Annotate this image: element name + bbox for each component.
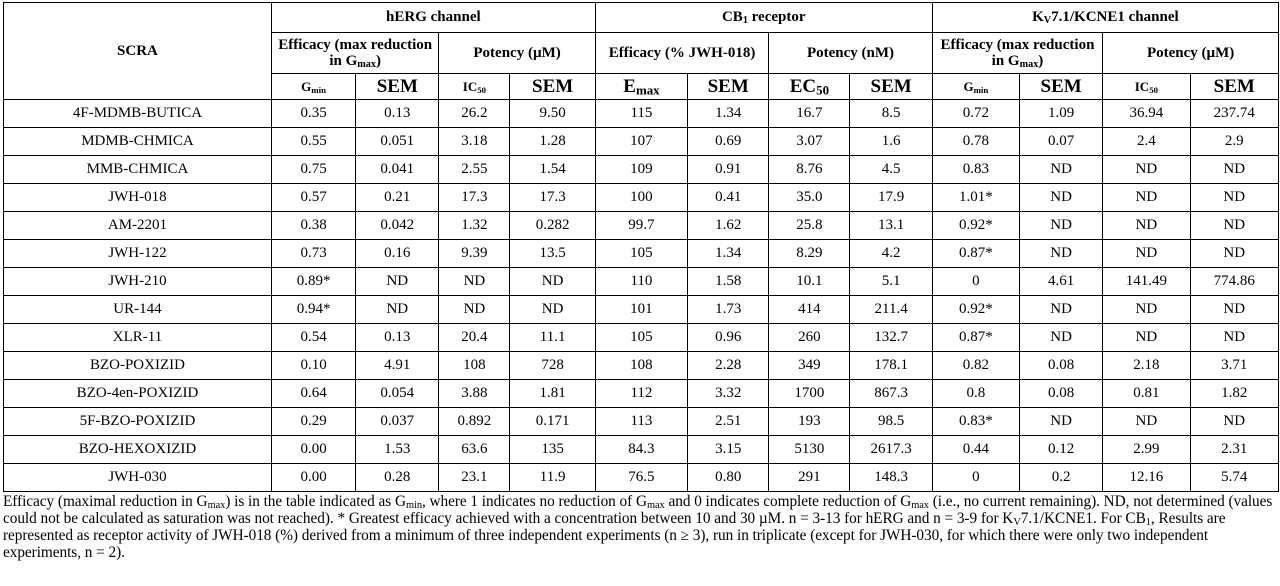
- value-cell: 0.92*: [932, 296, 1019, 324]
- value-cell: 16.7: [769, 100, 850, 128]
- value-cell: 0.28: [356, 464, 439, 492]
- value-cell: 101: [595, 296, 687, 324]
- footnote-segment: Efficacy (maximal reduction in G: [3, 493, 208, 510]
- group-header-herg: hERG channel: [271, 3, 595, 33]
- subheader-cb1-potency: Potency (nM): [769, 33, 932, 74]
- value-cell: ND: [1103, 240, 1190, 268]
- value-cell: 0.38: [271, 212, 355, 240]
- value-cell: 0.12: [1020, 436, 1103, 464]
- value-cell: 0.83*: [932, 408, 1019, 436]
- value-cell: 0.81: [1103, 380, 1190, 408]
- value-cell: 291: [769, 464, 850, 492]
- value-cell: 237.74: [1190, 100, 1278, 128]
- subheader-cb1-efficacy: Efficacy (% JWH-018): [595, 33, 769, 74]
- value-cell: ND: [1190, 324, 1278, 352]
- table-row: [4, 436, 1279, 464]
- value-cell: 0.78: [932, 128, 1019, 156]
- value-cell: 115: [595, 100, 687, 128]
- value-cell: 0.41: [688, 184, 769, 212]
- value-cell: ND: [510, 296, 595, 324]
- value-cell: 0.051: [356, 128, 439, 156]
- value-cell: 23.1: [439, 464, 510, 492]
- value-cell: 36.94: [1103, 100, 1190, 128]
- value-cell: ND: [510, 268, 595, 296]
- value-cell: 76.5: [595, 464, 687, 492]
- value-cell: 0.13: [356, 100, 439, 128]
- value-cell: 178.1: [850, 352, 932, 380]
- value-cell: 0.042: [356, 212, 439, 240]
- value-cell: 0.29: [271, 408, 355, 436]
- value-cell: 135: [510, 436, 595, 464]
- value-cell: 349: [769, 352, 850, 380]
- value-cell: 0.07: [1020, 128, 1103, 156]
- value-cell: ND: [1190, 408, 1278, 436]
- value-cell: 9.39: [439, 240, 510, 268]
- footnote-segment: , where 1 indicates no reduction of G: [421, 493, 647, 510]
- value-cell: 25.8: [769, 212, 850, 240]
- value-cell: 1.6: [850, 128, 932, 156]
- value-cell: 8.76: [769, 156, 850, 184]
- footnote-segment: 1: [1145, 517, 1151, 529]
- value-cell: 4.61: [1020, 268, 1103, 296]
- column-label: $G_{min}$: [271, 74, 355, 100]
- value-cell: 113: [595, 408, 687, 436]
- value-cell: 63.6: [439, 436, 510, 464]
- value-cell: ND: [1103, 324, 1190, 352]
- value-cell: 99.7: [595, 212, 687, 240]
- value-cell: 5130: [769, 436, 850, 464]
- value-cell: 0.92*: [932, 212, 1019, 240]
- value-cell: 0.08: [1020, 380, 1103, 408]
- value-cell: 1.54: [510, 156, 595, 184]
- value-cell: 3.88: [439, 380, 510, 408]
- value-cell: ND: [439, 268, 510, 296]
- value-cell: 132.7: [850, 324, 932, 352]
- value-cell: 0.2: [1020, 464, 1103, 492]
- value-cell: 2.28: [688, 352, 769, 380]
- footnote-segment: max: [646, 500, 665, 512]
- results-table: [3, 2, 1279, 492]
- value-cell: 260: [769, 324, 850, 352]
- value-cell: 0.72: [932, 100, 1019, 128]
- table-body: [4, 100, 1279, 492]
- subheader-kv-potency: Potency (µM): [1103, 33, 1279, 74]
- value-cell: 0.83: [932, 156, 1019, 184]
- column-label: SEM: [356, 74, 439, 100]
- value-cell: 4.5: [850, 156, 932, 184]
- column-label: SEM: [688, 74, 769, 100]
- value-cell: ND: [1103, 408, 1190, 436]
- value-cell: 0.892: [439, 408, 510, 436]
- value-cell: ND: [356, 268, 439, 296]
- compound-name-cell: XLR-11: [4, 324, 272, 352]
- footnote-segment: max: [911, 500, 929, 512]
- compound-name-cell: JWH-210: [4, 268, 272, 296]
- compound-name-cell: AM-2201: [4, 212, 272, 240]
- value-cell: 0.87*: [932, 324, 1019, 352]
- value-cell: 20.4: [439, 324, 510, 352]
- value-cell: 3.71: [1190, 352, 1278, 380]
- compound-name-cell: 4F-MDMB-BUTICA: [4, 100, 272, 128]
- column-label: $E_{max}$: [595, 74, 687, 100]
- table-row: [4, 128, 1279, 156]
- footnote-segment: ) is in the table indicated as G: [225, 493, 406, 510]
- column-label: SEM: [1020, 74, 1103, 100]
- compound-name-cell: BZO-HEXOXIZID: [4, 436, 272, 464]
- value-cell: 109: [595, 156, 687, 184]
- value-cell: 0.73: [271, 240, 355, 268]
- value-cell: ND: [1020, 408, 1103, 436]
- value-cell: ND: [1190, 240, 1278, 268]
- compound-name-cell: BZO-4en-POXIZID: [4, 380, 272, 408]
- value-cell: ND: [1190, 296, 1278, 324]
- value-cell: 0.82: [932, 352, 1019, 380]
- value-cell: 105: [595, 240, 687, 268]
- value-cell: 8.29: [769, 240, 850, 268]
- value-cell: ND: [1020, 184, 1103, 212]
- value-cell: ND: [1103, 296, 1190, 324]
- value-cell: ND: [1020, 324, 1103, 352]
- value-cell: 1.34: [688, 240, 769, 268]
- value-cell: 108: [595, 352, 687, 380]
- value-cell: 414: [769, 296, 850, 324]
- value-cell: 8.5: [850, 100, 932, 128]
- value-cell: 211.4: [850, 296, 932, 324]
- value-cell: 0.55: [271, 128, 355, 156]
- value-cell: 0.69: [688, 128, 769, 156]
- value-cell: 0: [932, 268, 1019, 296]
- value-cell: 0.037: [356, 408, 439, 436]
- value-cell: 0.10: [271, 352, 355, 380]
- value-cell: 0.08: [1020, 352, 1103, 380]
- value-cell: ND: [1103, 212, 1190, 240]
- value-cell: 1.62: [688, 212, 769, 240]
- value-cell: 11.1: [510, 324, 595, 352]
- compound-name-cell: MDMB-CHMICA: [4, 128, 272, 156]
- value-cell: 3.07: [769, 128, 850, 156]
- value-cell: 2.18: [1103, 352, 1190, 380]
- value-cell: 1.73: [688, 296, 769, 324]
- value-cell: 10.1: [769, 268, 850, 296]
- value-cell: 3.15: [688, 436, 769, 464]
- table-row: [4, 240, 1279, 268]
- value-cell: 9.50: [510, 100, 595, 128]
- value-cell: ND: [1190, 212, 1278, 240]
- value-cell: 1.34: [688, 100, 769, 128]
- value-cell: 4.91: [356, 352, 439, 380]
- value-cell: ND: [1190, 184, 1278, 212]
- value-cell: 2.31: [1190, 436, 1278, 464]
- value-cell: 17.3: [439, 184, 510, 212]
- table-row: [4, 380, 1279, 408]
- value-cell: 105: [595, 324, 687, 352]
- value-cell: 5.1: [850, 268, 932, 296]
- value-cell: 13.1: [850, 212, 932, 240]
- value-cell: 1.28: [510, 128, 595, 156]
- value-cell: 0.13: [356, 324, 439, 352]
- value-cell: ND: [1190, 156, 1278, 184]
- value-cell: 0.21: [356, 184, 439, 212]
- value-cell: 84.3: [595, 436, 687, 464]
- value-cell: 107: [595, 128, 687, 156]
- value-cell: 13.5: [510, 240, 595, 268]
- value-cell: ND: [1020, 156, 1103, 184]
- value-cell: 12.16: [1103, 464, 1190, 492]
- value-cell: 0.00: [271, 436, 355, 464]
- value-cell: 1.53: [356, 436, 439, 464]
- value-cell: 0.80: [688, 464, 769, 492]
- value-cell: 1.81: [510, 380, 595, 408]
- value-cell: 2617.3: [850, 436, 932, 464]
- value-cell: 148.3: [850, 464, 932, 492]
- value-cell: 0.94*: [271, 296, 355, 324]
- table-row: [4, 100, 1279, 128]
- value-cell: 17.3: [510, 184, 595, 212]
- value-cell: 0.282: [510, 212, 595, 240]
- footnote-segment: max: [207, 500, 226, 512]
- footnote-segment: V: [1013, 517, 1021, 529]
- compound-name-cell: UR-144: [4, 296, 272, 324]
- value-cell: 0.041: [356, 156, 439, 184]
- value-cell: 0: [932, 464, 1019, 492]
- value-cell: ND: [1020, 240, 1103, 268]
- table-row: [4, 184, 1279, 212]
- value-cell: 4.2: [850, 240, 932, 268]
- compound-name-cell: JWH-122: [4, 240, 272, 268]
- value-cell: ND: [356, 296, 439, 324]
- compound-name-cell: JWH-030: [4, 464, 272, 492]
- value-cell: 774.86: [1190, 268, 1278, 296]
- value-cell: 0.054: [356, 380, 439, 408]
- footnote-segment: min: [405, 500, 422, 512]
- column-label: SEM: [510, 74, 595, 100]
- value-cell: 0.00: [271, 464, 355, 492]
- value-cell: ND: [1103, 156, 1190, 184]
- value-cell: 5.74: [1190, 464, 1278, 492]
- value-cell: 1.82: [1190, 380, 1278, 408]
- value-cell: 2.51: [688, 408, 769, 436]
- value-cell: 100: [595, 184, 687, 212]
- value-cell: 0.8: [932, 380, 1019, 408]
- value-cell: 0.75: [271, 156, 355, 184]
- value-cell: ND: [1020, 296, 1103, 324]
- value-cell: 11.9: [510, 464, 595, 492]
- table-row: [4, 296, 1279, 324]
- value-cell: 0.171: [510, 408, 595, 436]
- table-row: [4, 324, 1279, 352]
- value-cell: 1.09: [1020, 100, 1103, 128]
- value-cell: 0.54: [271, 324, 355, 352]
- column-label: $IC_{50}$: [439, 74, 510, 100]
- column-label: SEM: [1190, 74, 1278, 100]
- value-cell: 0.16: [356, 240, 439, 268]
- group-header-kv71: $K_V7.1/KCNE1$ channel: [932, 3, 1278, 33]
- table-row: [4, 464, 1279, 492]
- value-cell: ND: [1020, 212, 1103, 240]
- value-cell: 26.2: [439, 100, 510, 128]
- value-cell: 1.01*: [932, 184, 1019, 212]
- footnote-segment: and 0 indicates complete reduction of G: [664, 493, 912, 510]
- column-label: $EC_{50}$: [769, 74, 850, 100]
- value-cell: 3.18: [439, 128, 510, 156]
- column-label: $G_{min}$: [932, 74, 1019, 100]
- table-row: [4, 212, 1279, 240]
- footnote-segment: 7.1/KCNE1. For CB: [1020, 510, 1146, 527]
- column-label: SEM: [850, 74, 932, 100]
- value-cell: 35.0: [769, 184, 850, 212]
- value-cell: 1.32: [439, 212, 510, 240]
- value-cell: 0.64: [271, 380, 355, 408]
- value-cell: 110: [595, 268, 687, 296]
- compound-name-cell: MMB-CHMICA: [4, 156, 272, 184]
- table-footnote: [3, 493, 1279, 561]
- value-cell: 0.57: [271, 184, 355, 212]
- table-row: [4, 352, 1279, 380]
- value-cell: 193: [769, 408, 850, 436]
- value-cell: 141.49: [1103, 268, 1190, 296]
- value-cell: 3.32: [688, 380, 769, 408]
- subheader-herg-efficacy: Efficacy (max reduction in $G_{max}$): [271, 33, 438, 74]
- compound-name-cell: 5F-BZO-POXIZID: [4, 408, 272, 436]
- value-cell: 2.4: [1103, 128, 1190, 156]
- value-cell: 17.9: [850, 184, 932, 212]
- results-table-container: [3, 2, 1279, 561]
- table-row: [4, 268, 1279, 296]
- value-cell: 0.89*: [271, 268, 355, 296]
- value-cell: 98.5: [850, 408, 932, 436]
- value-cell: 0.44: [932, 436, 1019, 464]
- value-cell: 0.91: [688, 156, 769, 184]
- table-row: [4, 408, 1279, 436]
- footnote-segment: (i.e., no current remaining). ND, not determined (values could not be calculated as saturation was not reached). * Greatest efficacy achieved with a concentration between 10 and 30 µM. n = 3-13 for hERG and n = 3-9 for K: [3, 493, 1273, 527]
- value-cell: 108: [439, 352, 510, 380]
- subheader-herg-potency: Potency (µM): [439, 33, 595, 74]
- table-row: [4, 156, 1279, 184]
- value-cell: 867.3: [850, 380, 932, 408]
- compound-name-cell: BZO-POXIZID: [4, 352, 272, 380]
- subheader-kv-efficacy: Efficacy (max reduction in $G_{max}$): [932, 33, 1103, 74]
- column-label: $IC_{50}$: [1103, 74, 1190, 100]
- value-cell: 0.35: [271, 100, 355, 128]
- value-cell: ND: [1103, 184, 1190, 212]
- value-cell: 2.99: [1103, 436, 1190, 464]
- value-cell: 2.55: [439, 156, 510, 184]
- group-header-cb1: $CB_1$ receptor: [595, 3, 932, 33]
- value-cell: 2.9: [1190, 128, 1278, 156]
- compound-name-cell: JWH-018: [4, 184, 272, 212]
- scra-header: SCRA: [4, 3, 272, 100]
- footnote-segment: , Results are represented as receptor activity of JWH-018 (%) derived from a minimum of three independent experiments (n ≥ 3), run in triplicate (except for JWH-030, for which there were only two independent experiments, n = 2).: [3, 510, 1226, 561]
- value-cell: 0.87*: [932, 240, 1019, 268]
- value-cell: 0.96: [688, 324, 769, 352]
- value-cell: 112: [595, 380, 687, 408]
- value-cell: 728: [510, 352, 595, 380]
- value-cell: 1700: [769, 380, 850, 408]
- value-cell: ND: [439, 296, 510, 324]
- value-cell: 1.58: [688, 268, 769, 296]
